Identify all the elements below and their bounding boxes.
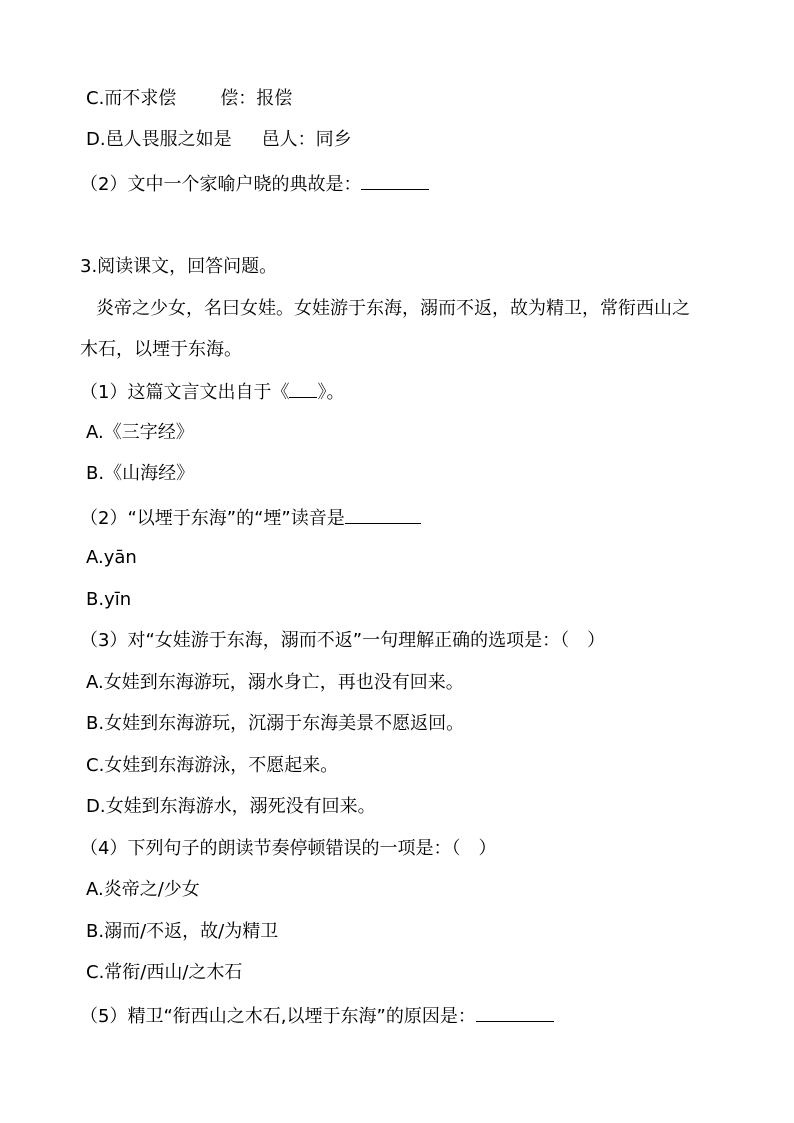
option-c-line	[86, 962, 242, 984]
option-d-line	[86, 796, 376, 818]
option-b-text: B.溺而/不返，故/为精卫	[86, 921, 279, 942]
passage-text-2: 木石，以堙于东海。	[80, 339, 242, 360]
option-b-text: B.女娃到东海游玩，沉溺于东海美景不愿返回。	[86, 713, 465, 734]
option-d-gloss: 邑人：同乡	[261, 129, 352, 150]
question-1-text-end: 》。	[317, 382, 345, 403]
option-a-line	[86, 672, 464, 694]
section-3-title: 3.阅读课文，回答问题。	[80, 256, 278, 277]
section-3-heading	[80, 256, 277, 278]
option-b-line	[86, 713, 464, 735]
question-3-text: （3）对“女娃游于东海，溺而不返”一句理解正确的选项是：（ ）	[80, 630, 606, 651]
answer-blank[interactable]	[361, 172, 429, 190]
option-d-text: D.女娃到东海游水，溺死没有回来。	[86, 796, 376, 817]
answer-blank[interactable]	[476, 1004, 554, 1022]
option-a-text: A.女娃到东海游玩，溺水身亡，再也没有回来。	[86, 672, 464, 693]
option-c-text: C.女娃到东海游泳，不愿起来。	[86, 755, 339, 776]
question-4-rhythm	[80, 838, 496, 860]
option-d-line	[86, 129, 352, 151]
option-c-gloss: 偿：报偿	[220, 88, 293, 109]
question-4-text: （4）下列句子的朗读节奏停顿错误的一项是：（ ）	[80, 838, 497, 859]
question-5-text: （5）精卫“衔西山之木石,以堙于东海”的原因是：	[80, 1006, 476, 1027]
option-a-line	[86, 422, 194, 444]
option-c-text: C.而不求偿	[86, 88, 177, 109]
question-1-source	[80, 380, 344, 404]
option-c-line	[86, 755, 338, 777]
option-d-text: D.邑人畏服之如是	[86, 129, 232, 150]
answer-blank[interactable]	[289, 380, 317, 398]
question-2-pronunciation	[80, 506, 421, 530]
question-2-pron-text: （2）“以堙于东海”的“堙”读音是	[80, 508, 345, 529]
option-b-text: B.《山海经》	[86, 463, 195, 484]
option-a-line	[86, 547, 137, 569]
question-5-reason	[80, 1004, 554, 1028]
option-c-text: C.常衔/西山/之木石	[86, 962, 243, 983]
passage-line-2	[80, 339, 242, 361]
question-2-text: （2）文中一个家喻户晓的典故是：	[80, 174, 362, 195]
question-2-allusion	[80, 172, 429, 196]
option-a-text: A.yān	[86, 547, 137, 568]
passage-line-1	[96, 298, 690, 320]
question-1-text: （1）这篇文言文出自于《	[80, 382, 290, 403]
option-c-line	[86, 88, 292, 110]
answer-blank[interactable]	[345, 506, 421, 524]
option-a-text: A.《三字经》	[86, 422, 194, 443]
option-b-line	[86, 589, 131, 611]
option-b-text: B.yīn	[86, 589, 132, 610]
option-a-line	[86, 879, 200, 901]
passage-text-1: 炎帝之少女，名曰女娃。女娃游于东海，溺而不返，故为精卫，常衔西山之	[96, 298, 690, 319]
option-b-line	[86, 921, 278, 943]
option-b-line	[86, 463, 194, 485]
option-a-text: A.炎帝之/少女	[86, 879, 200, 900]
question-3-meaning	[80, 630, 605, 652]
